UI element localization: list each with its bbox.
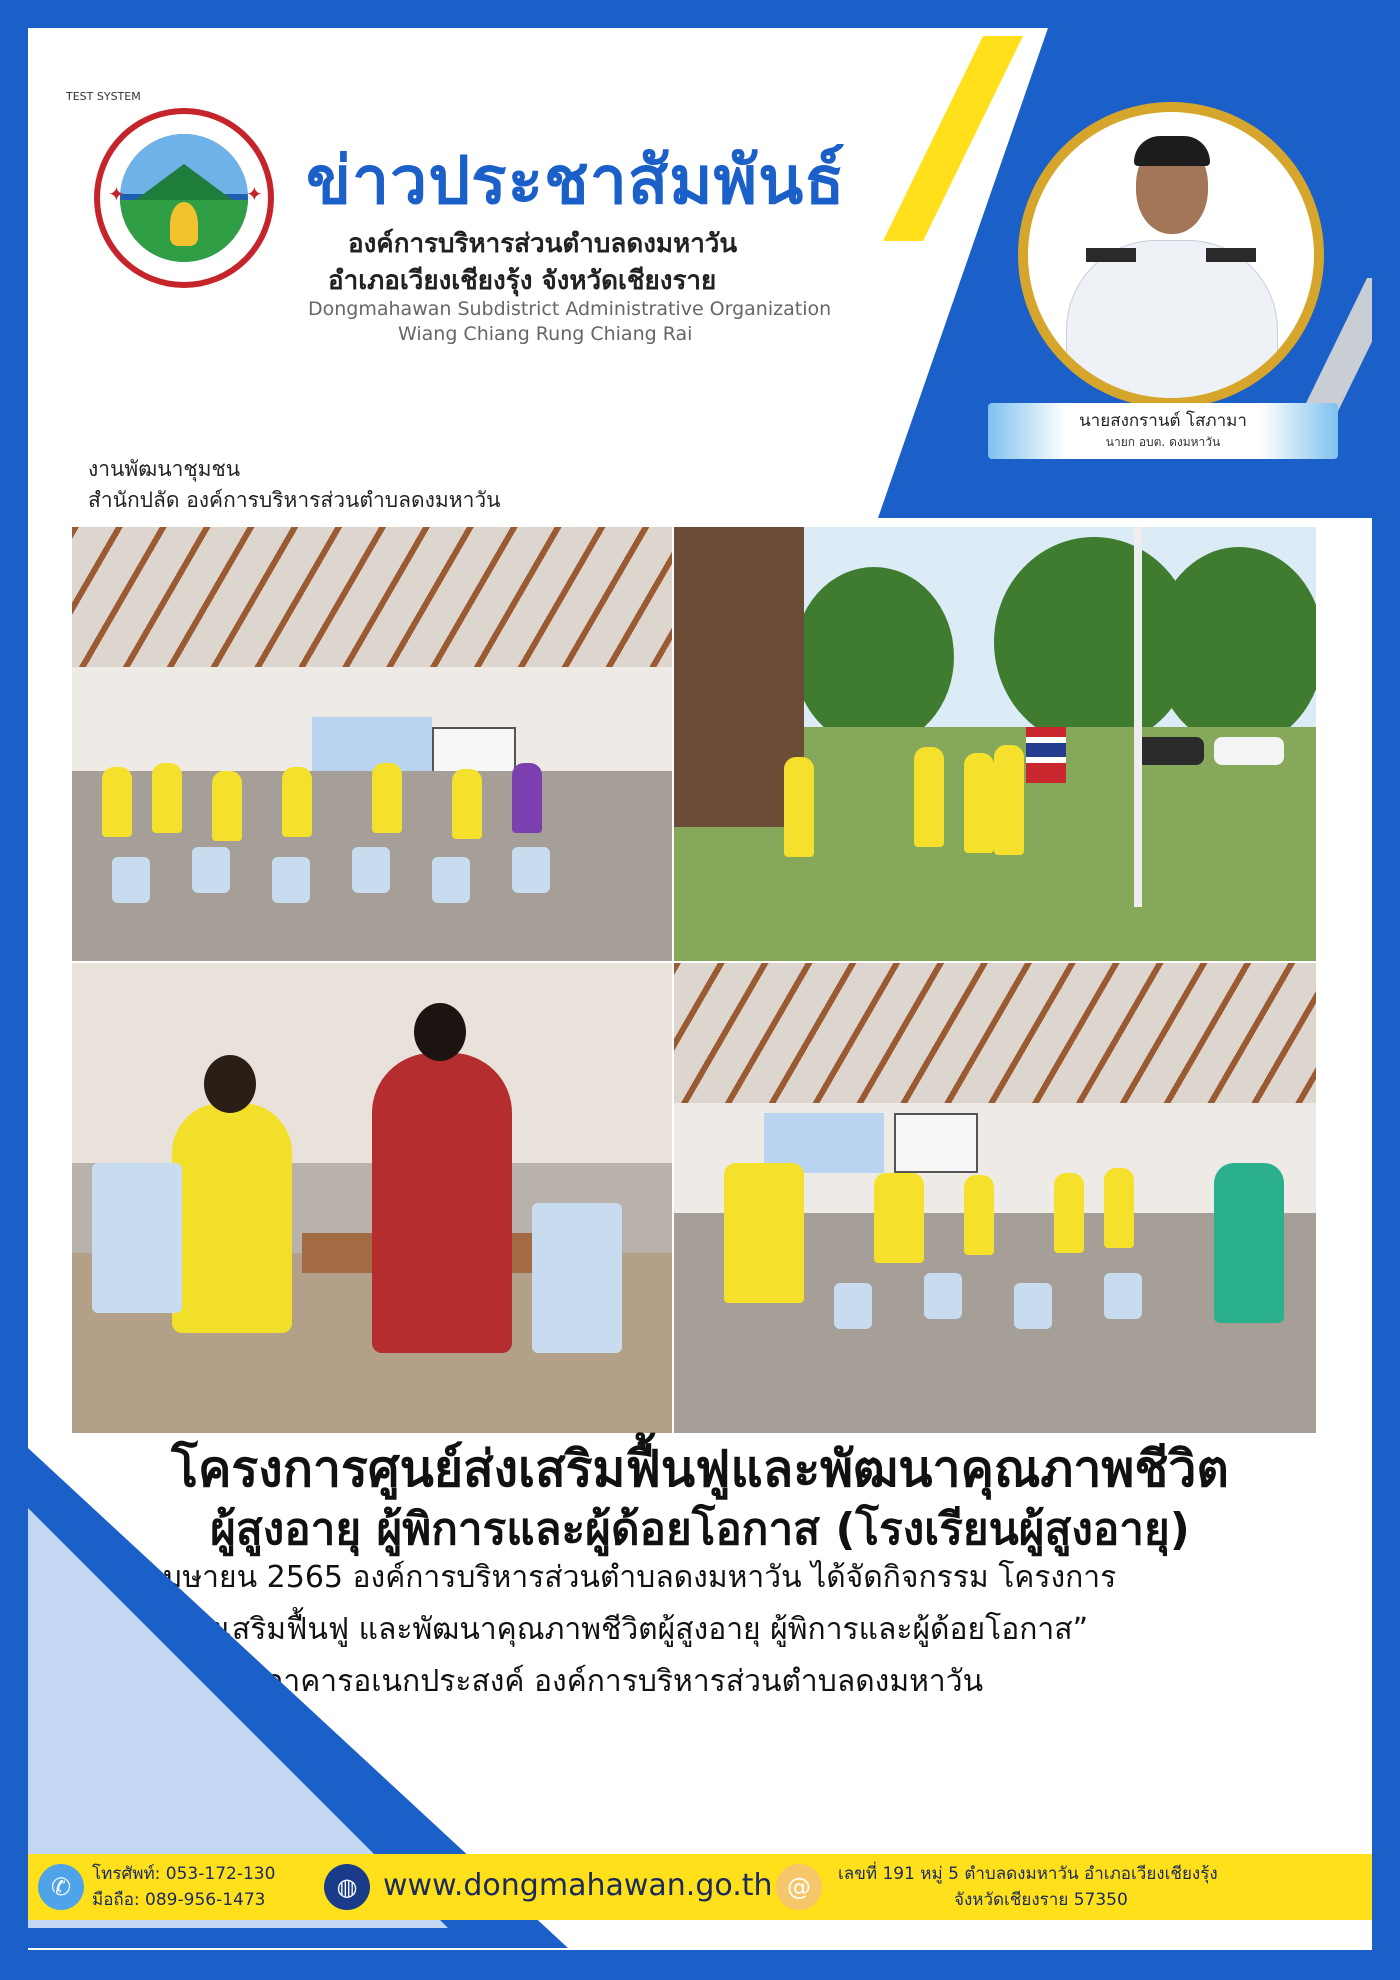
logo-emblem — [120, 134, 248, 262]
headline: ข่าวประชาสัมพันธ์ — [306, 142, 846, 219]
mayor-portrait — [1028, 112, 1314, 398]
globe-icon: ◍ — [324, 1864, 370, 1910]
org-location-english: Wiang Chiang Rung Chiang Rai — [398, 323, 693, 345]
address-line1: เลขที่ 191 หมู่ 5 ตำบลดงมหาวัน อำเภอเวียงเชียงรุ้ง — [838, 1864, 1218, 1884]
organization-logo — [94, 108, 274, 288]
description-line3: ณ อาคารอเนกประสงค์ องค์การบริหารส่วนตำบลดงมหาวัน — [228, 1664, 984, 1699]
nameplate — [988, 403, 1338, 459]
description-line1: วันที่ 20 เมษายน 2565 องค์การบริหารส่วนตำบลดงมหาวัน ได้จัดกิจกรรม โครงการ — [38, 1560, 1117, 1595]
activity-photo-indoor-exercise — [72, 527, 672, 961]
description-line2: “ศูนย์ส่งเสริมฟื้นฟู และพัฒนาคุณภาพชีวิตผู้สูงอายุ ผู้พิการและผู้ด้อยโอกาส” — [116, 1612, 1089, 1647]
news-poster — [28, 28, 1372, 1950]
department-name: งานพัฒนาชุมชน — [88, 457, 241, 481]
office-name: สำนักปลัด องค์การบริหารส่วนตำบลดงมหาวัน — [88, 488, 501, 512]
org-name-thai: องค์การบริหารส่วนตำบลดงมหาวัน — [348, 229, 738, 259]
project-title-line2: ผู้สูงอายุ ผู้พิการและผู้ด้อยโอกาส (โรงเรียนผู้สูงอายุ) — [210, 1504, 1190, 1555]
address-line2: จังหวัดเชียงราย 57350 — [954, 1890, 1128, 1910]
phone-number: โทรศัพท์: 053-172-130 — [92, 1864, 276, 1884]
test-system-label: TEST SYSTEM — [66, 90, 141, 103]
mayor-name: นายสงกรานต์ โสภามา — [1079, 411, 1247, 431]
at-icon: @ — [776, 1864, 822, 1910]
activity-photo-flag-ceremony — [674, 527, 1316, 961]
logo-star-icon: ✦ — [108, 182, 125, 206]
activity-photo-health-check — [72, 963, 672, 1433]
mobile-number: มือถือ: 089-956-1473 — [92, 1890, 266, 1910]
org-location-thai: อำเภอเวียงเชียงรุ้ง จังหวัดเชียงราย — [328, 266, 717, 296]
mayor-position: นายก อบต. ดงมหาวัน — [1105, 435, 1221, 449]
logo-star-icon: ✦ — [246, 182, 263, 206]
phone-icon: ✆ — [38, 1864, 84, 1910]
contact-footer — [28, 1854, 1372, 1920]
org-name-english: Dongmahawan Subdistrict Administrative Organization — [308, 298, 832, 320]
website-link[interactable]: www.dongmahawan.go.th — [383, 1868, 773, 1903]
activity-photo-group-exercise — [674, 963, 1316, 1433]
project-title-line1: โครงการศูนย์ส่งเสริมฟื้นฟูและพัฒนาคุณภาพชีวิต — [171, 1440, 1229, 1498]
